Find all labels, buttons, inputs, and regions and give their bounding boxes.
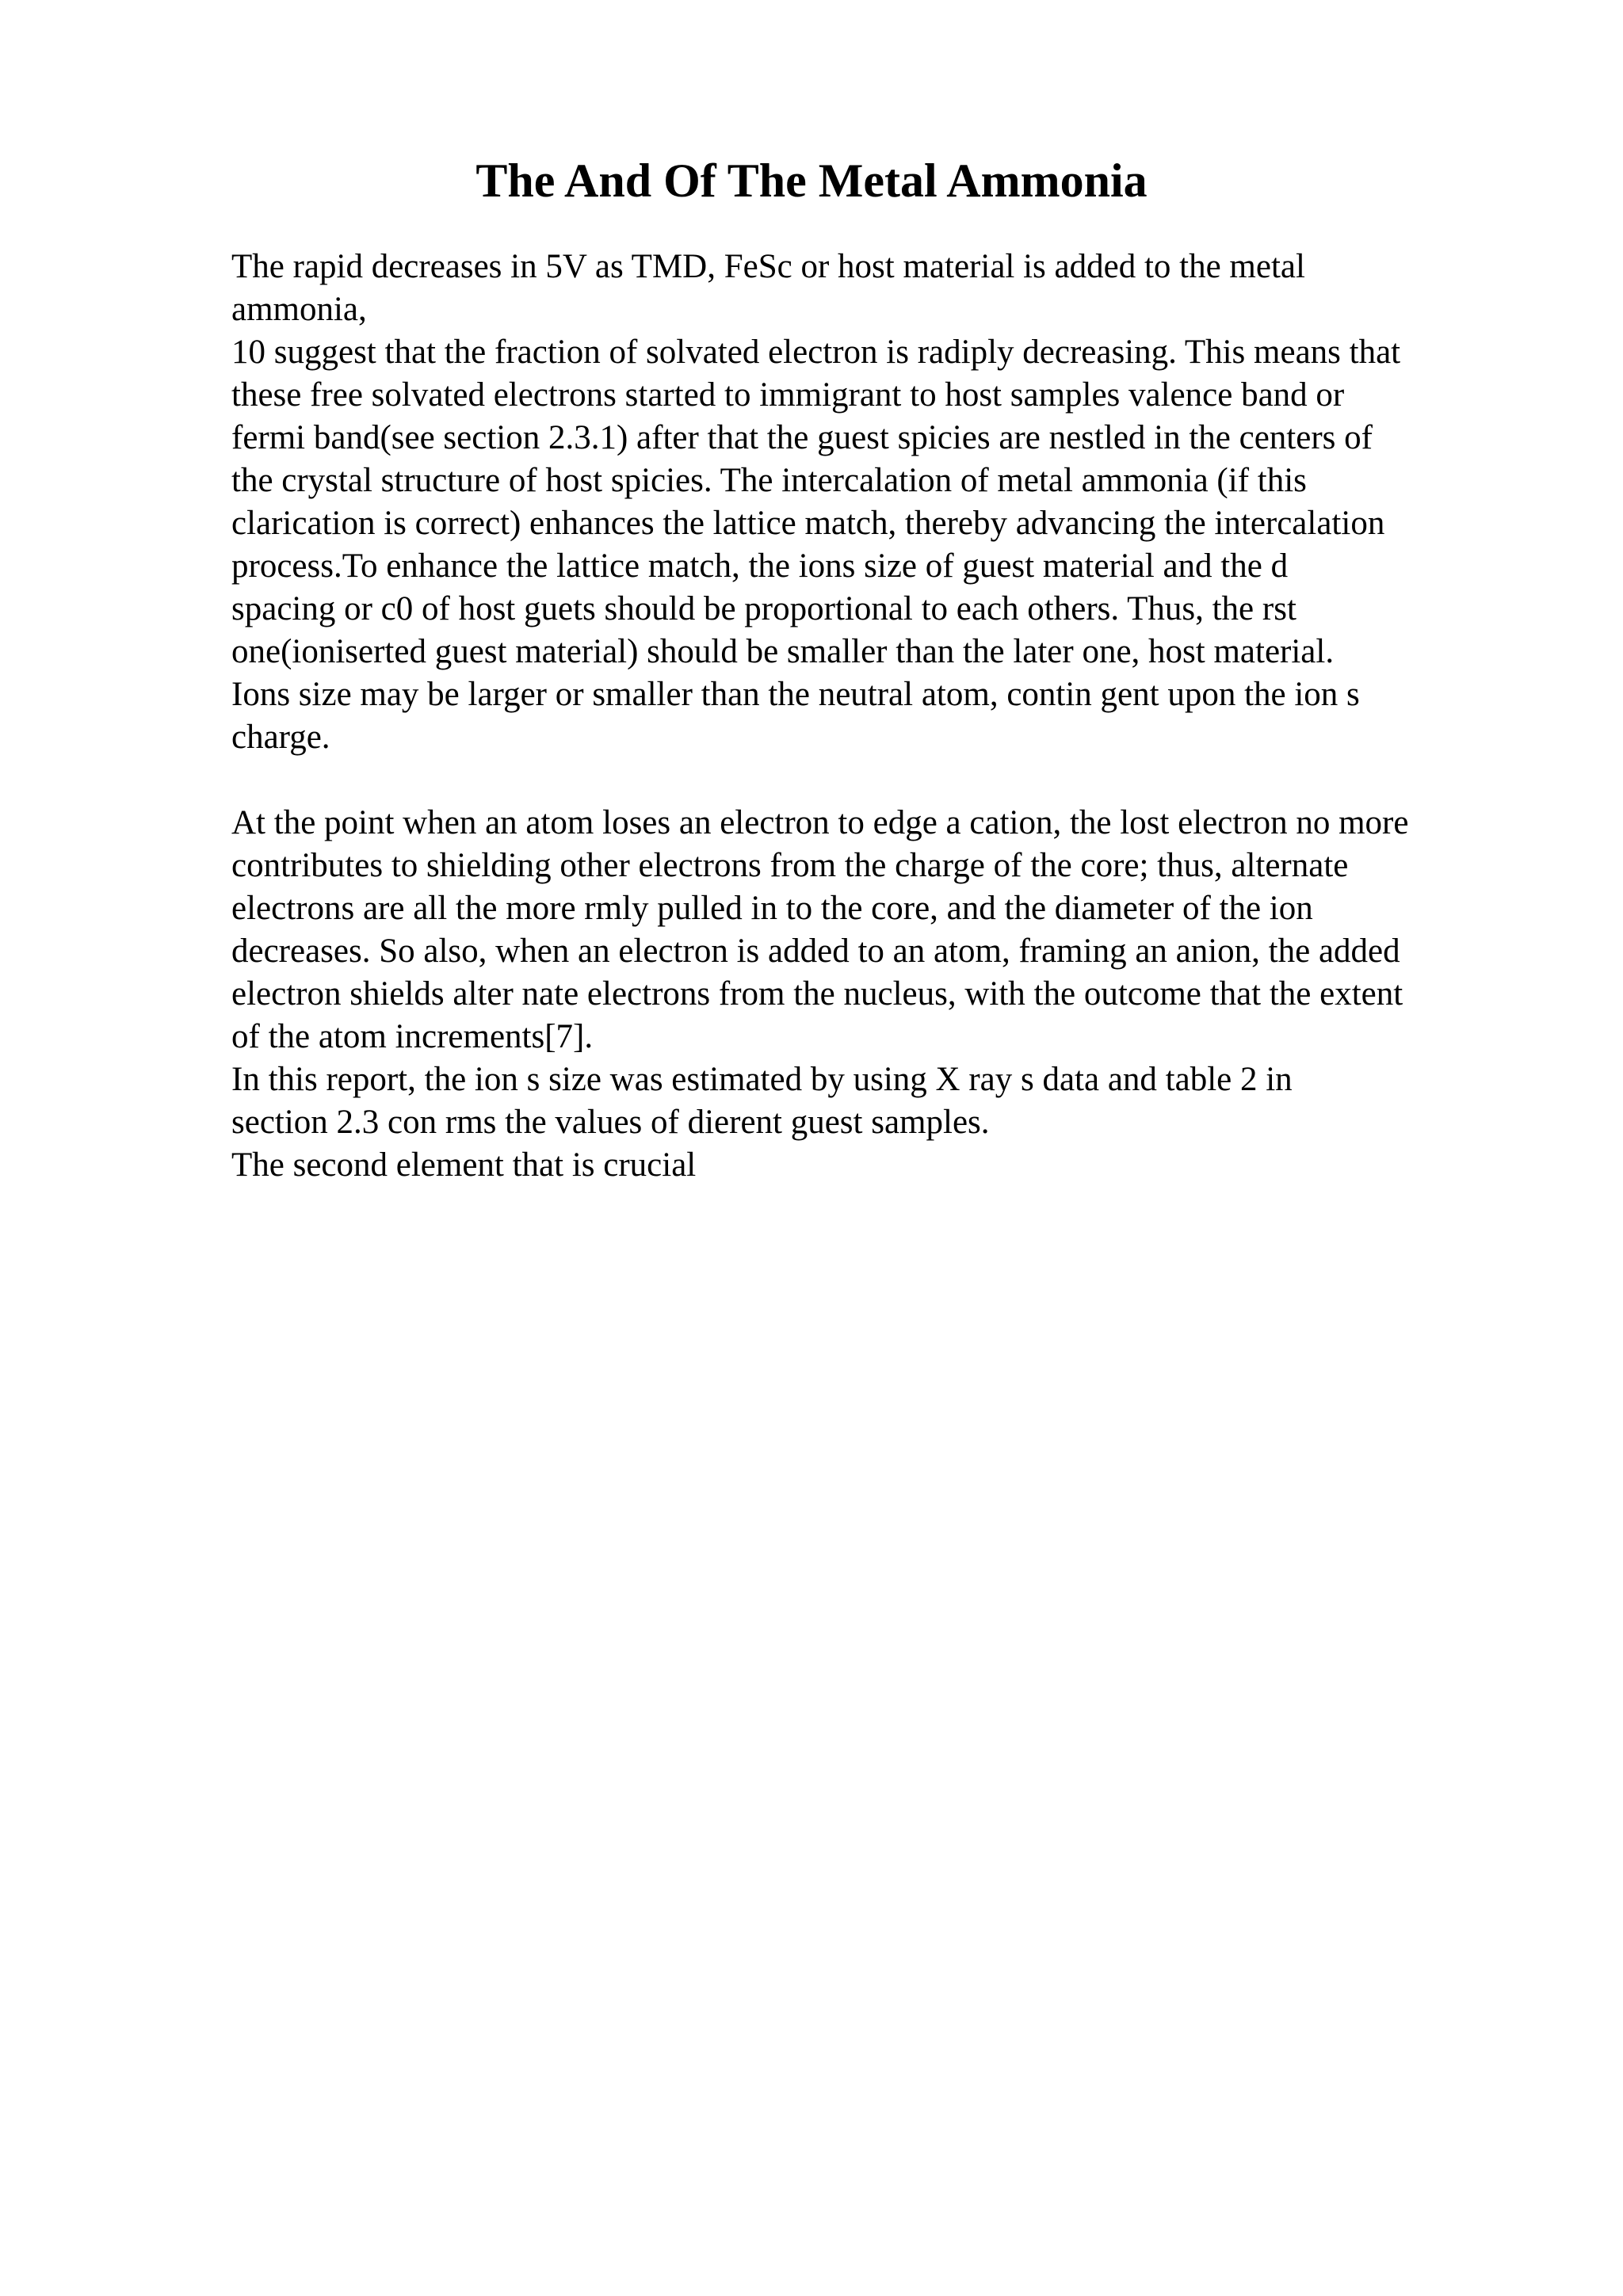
paragraph-2 (231, 802, 1563, 1187)
text-line: of the atom increments[7]. (231, 1018, 594, 1055)
text-line: electron shields alter nate electrons from the nucleus, with the outcome that the extent (231, 975, 1403, 1013)
text-line: process.To enhance the lattice match, the ions size of guest material and the d (231, 547, 1289, 585)
text-line: ammonia, (231, 291, 367, 328)
text-line: Ions size may be larger or smaller than the neutral atom, contin gent upon the ion s (231, 676, 1360, 713)
text-line: decreases. So also, when an electron is added to an atom, framing an anion, the added (231, 933, 1400, 970)
text-line: the crystal structure of host spicies. The intercalation of metal ammonia (if this (231, 462, 1307, 499)
text-line: The rapid decreases in 5V as TMD, FeSc or host material is added to the metal (231, 248, 1305, 285)
text-line: one(ioniserted guest material) should be smaller than the later one, host material. (231, 633, 1335, 670)
text-line: 10 suggest that the fraction of solvated electron is radiply decreasing. This means that (231, 334, 1401, 371)
text-line: clarication is correct) enhances the lattice match, thereby advancing the intercalation (231, 505, 1385, 542)
text-line: At the point when an atom loses an electron to edge a cation, the lost electron no more (231, 804, 1409, 841)
text-line: In this report, the ion s size was estimated by using X ray s data and table 2 in (231, 1061, 1293, 1098)
text-line: charge. (231, 719, 330, 756)
text-line: contributes to shielding other electrons from the charge of the core; thus, alternate (231, 847, 1349, 884)
text-line: section 2.3 con rms the values of dierent guest samples. (231, 1104, 990, 1141)
paragraph-1 (231, 246, 1563, 759)
document-body (231, 246, 1563, 1187)
text-line: electrons are all the more rmly pulled in to the core, and the diameter of the ion (231, 890, 1313, 927)
text-line: fermi band(see section 2.3.1) after that the guest spicies are nestled in the centers of (231, 419, 1373, 456)
text-line: The second element that is crucial (231, 1146, 697, 1184)
text-line: spacing or c0 of host guets should be proportional to each others. Thus, the rst (231, 590, 1296, 627)
paragraph-spacer (231, 759, 1563, 802)
text-line: these free solvated electrons started to immigrant to host samples valence band or (231, 376, 1345, 414)
document-title: The And Of The Metal Ammonia (475, 154, 1148, 207)
